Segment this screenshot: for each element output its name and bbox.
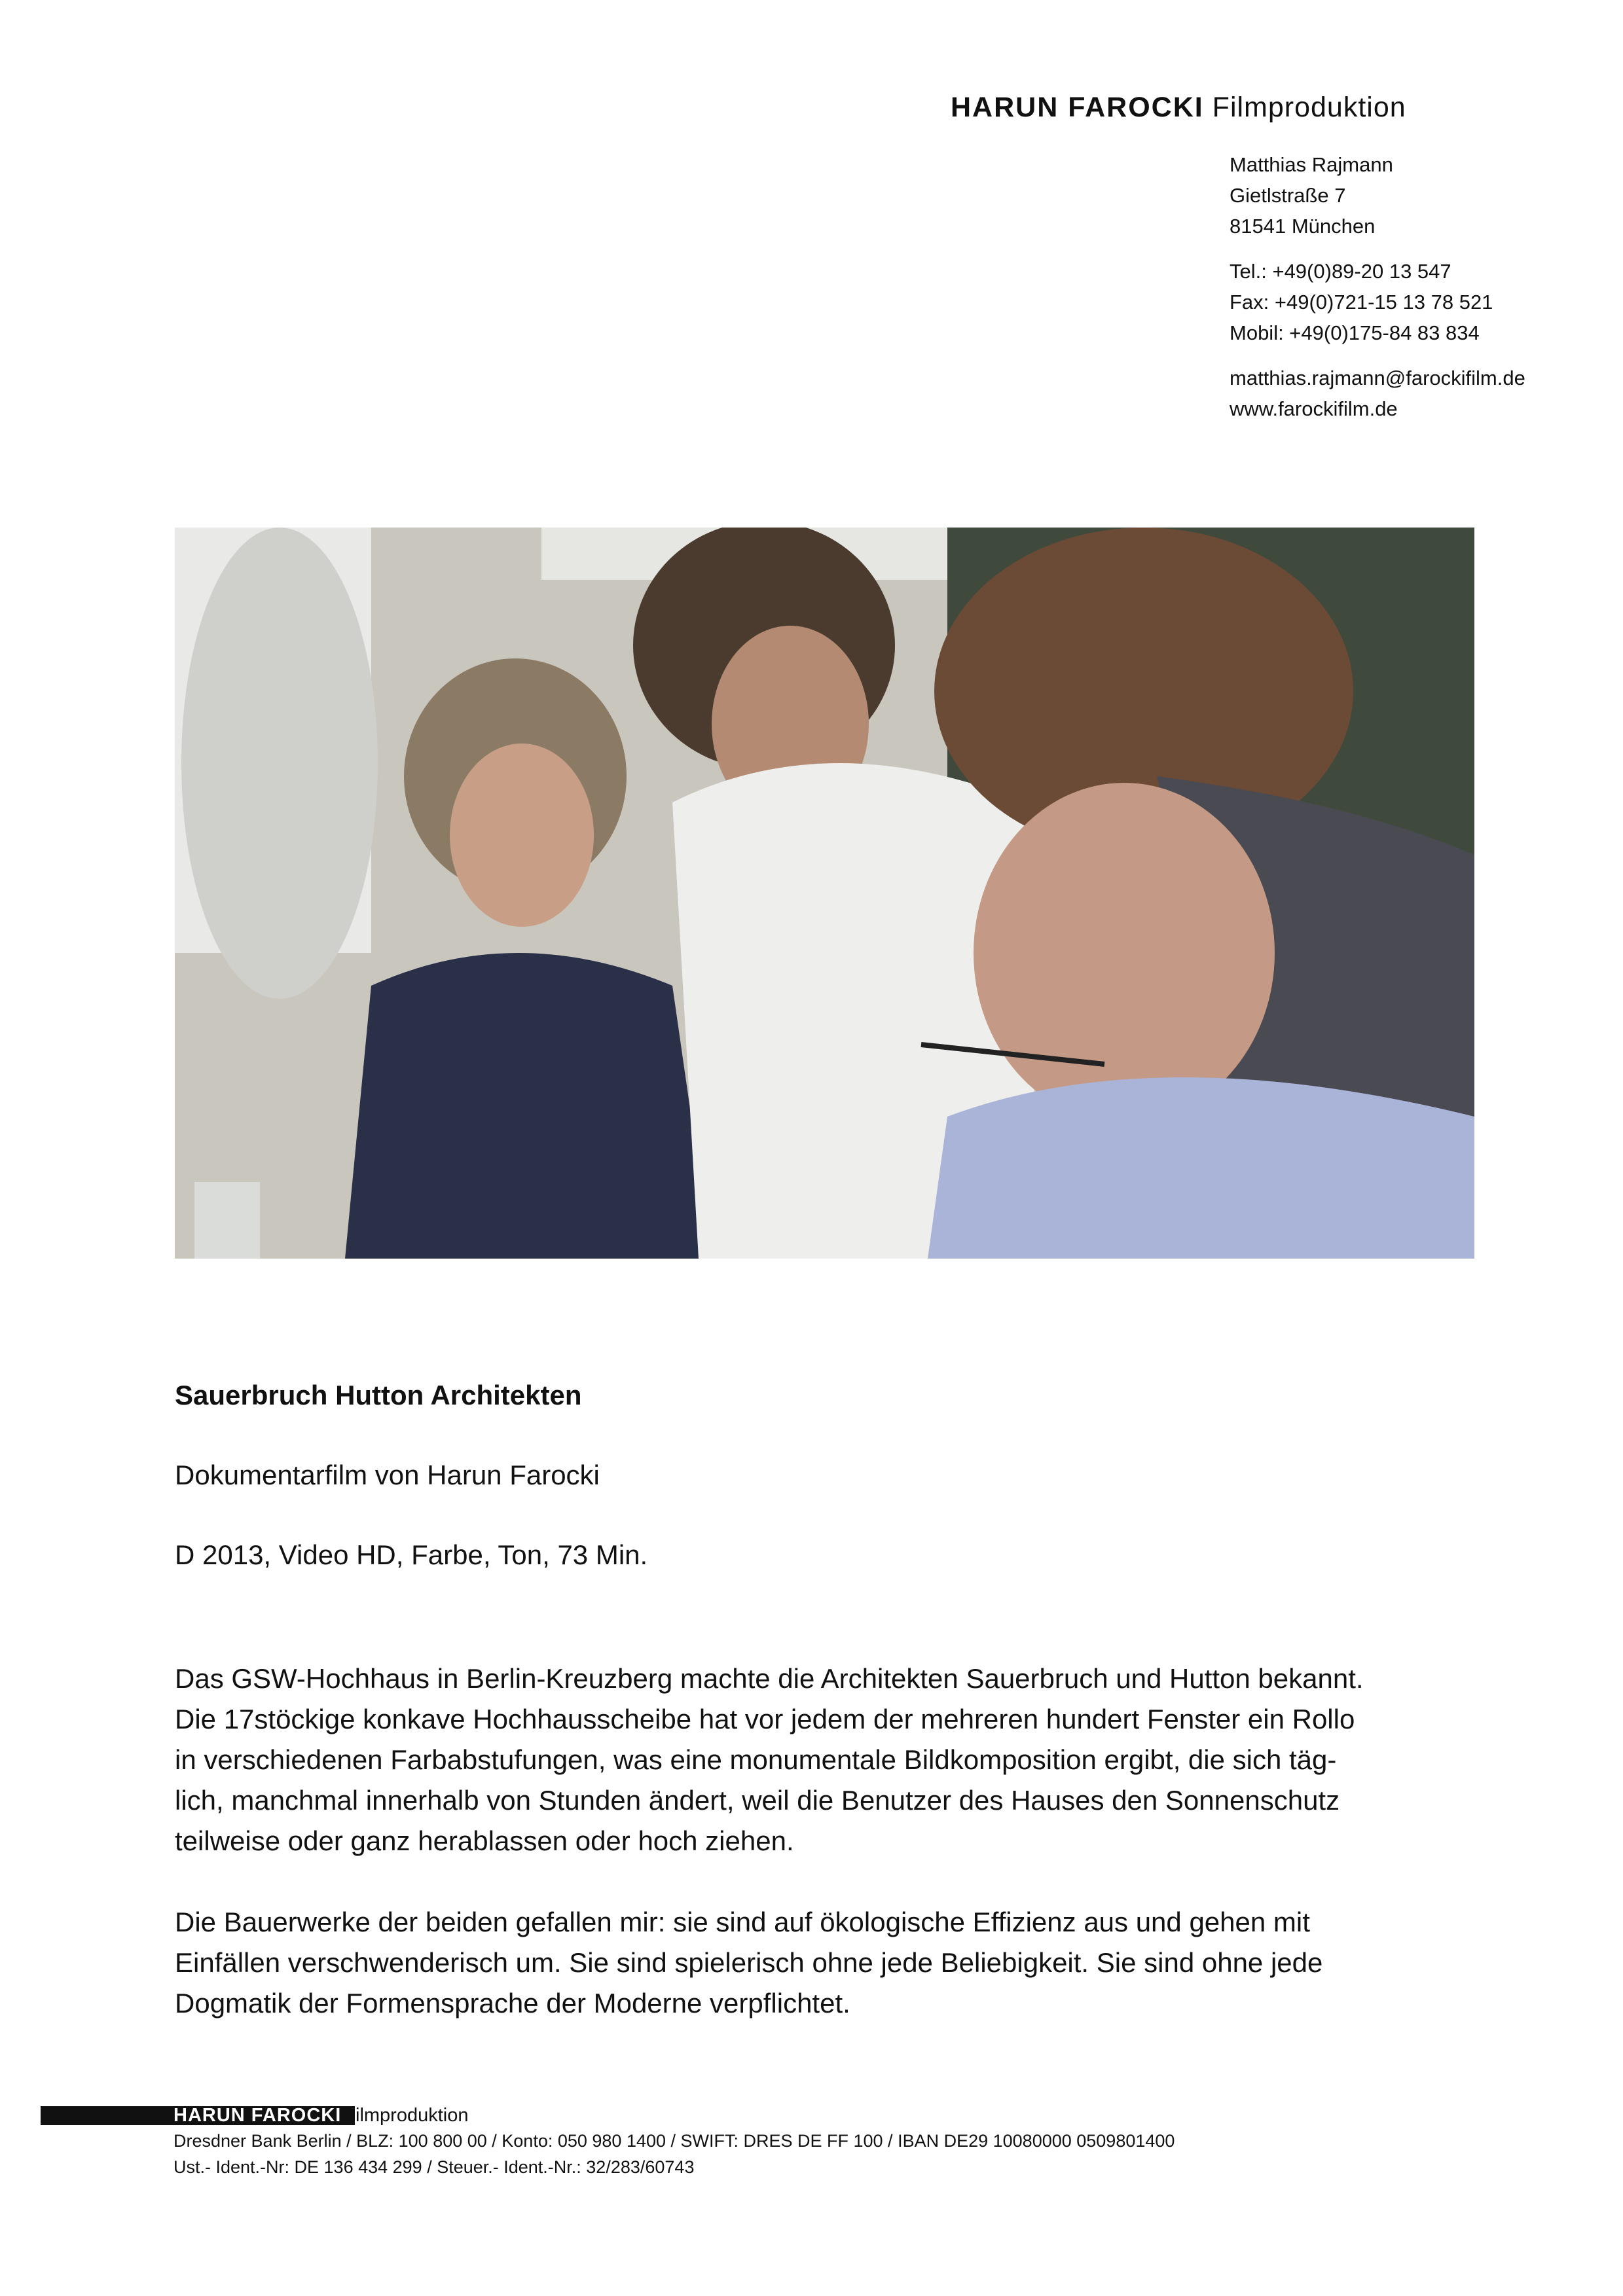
sender-address-block [1230, 149, 1525, 439]
sender-city: 81541 München [1230, 215, 1376, 238]
description-paragraph-1 [175, 1659, 1478, 1861]
footer-brand-suffix: Filmproduktion [344, 2105, 469, 2126]
sender-street: Gietlstraße 7 [1230, 184, 1346, 207]
footer-brand-name: HARUN FAROCKI [173, 2105, 342, 2126]
description-paragraph-2 [175, 1902, 1478, 2024]
footer-bank-details: Dresdner Bank Berlin / BLZ: 100 800 00 / Konto: 050 980 1400 / SWIFT: DRES DE FF 100 / IBAN DE29 10080000 0509801400 [173, 2131, 1175, 2151]
paragraph-line: Dogmatik der Formensprache der Moderne verpflichtet. [175, 1988, 850, 2018]
letterhead-brand [951, 92, 1406, 124]
film-credit: Dokumentarfilm von Harun Farocki [175, 1460, 600, 1490]
paragraph-line: Einfällen verschwenderisch um. Sie sind spielerisch ohne jede Beliebigkeit. Sie sind ohne jede [175, 1947, 1323, 1978]
paragraph-line: in verschiedenen Farbabstufungen, was eine monumentale Bildkomposition ergibt, die sich täg- [175, 1744, 1337, 1775]
paragraph-line: lich, manchmal innerhalb von Stunden ändert, weil die Benutzer des Hauses den Sonnenschutz [175, 1785, 1340, 1816]
footer-brand [173, 2105, 468, 2126]
sender-website: www.farockifilm.de [1230, 397, 1398, 420]
film-still-photo [175, 528, 1474, 1259]
film-title: Sauerbruch Hutton Architekten [175, 1380, 582, 1410]
sender-fax: Fax: +49(0)721-15 13 78 521 [1230, 291, 1493, 314]
letterhead-brand-name: HARUN FAROCKI [951, 92, 1204, 123]
sender-online [1230, 363, 1525, 424]
sender-name: Matthias Rajmann [1230, 153, 1393, 176]
sender-phone-numbers [1230, 256, 1525, 348]
sender-mobil: Mobil: +49(0)175-84 83 834 [1230, 321, 1480, 344]
sender-tel: Tel.: +49(0)89-20 13 547 [1230, 260, 1451, 283]
paragraph-line: Das GSW-Hochhaus in Berlin-Kreuzberg machte die Architekten Sauerbruch und Hutton bekannt. [175, 1663, 1364, 1694]
footer-tax-ids: Ust.- Ident.-Nr: DE 136 434 299 / Steuer.- Ident.-Nr.: 32/283/60743 [173, 2157, 695, 2177]
letterhead-brand-suffix: Filmproduktion [1212, 92, 1406, 123]
film-specs: D 2013, Video HD, Farbe, Ton, 73 Min. [175, 1539, 648, 1570]
film-still-illustration [175, 528, 1474, 1259]
paragraph-line: Die 17stöckige konkave Hochhausscheibe hat vor jedem der mehreren hundert Fenster ein Rollo [175, 1704, 1355, 1734]
paragraph-line: teilweise oder ganz herablassen oder hoch ziehen. [175, 1825, 794, 1856]
sender-postal-address [1230, 149, 1525, 242]
paragraph-line: Die Bauerwerke der beiden gefallen mir: sie sind auf ökologische Effizienz aus und gehen mit [175, 1907, 1310, 1937]
sender-email: matthias.rajmann@farockifilm.de [1230, 367, 1525, 389]
